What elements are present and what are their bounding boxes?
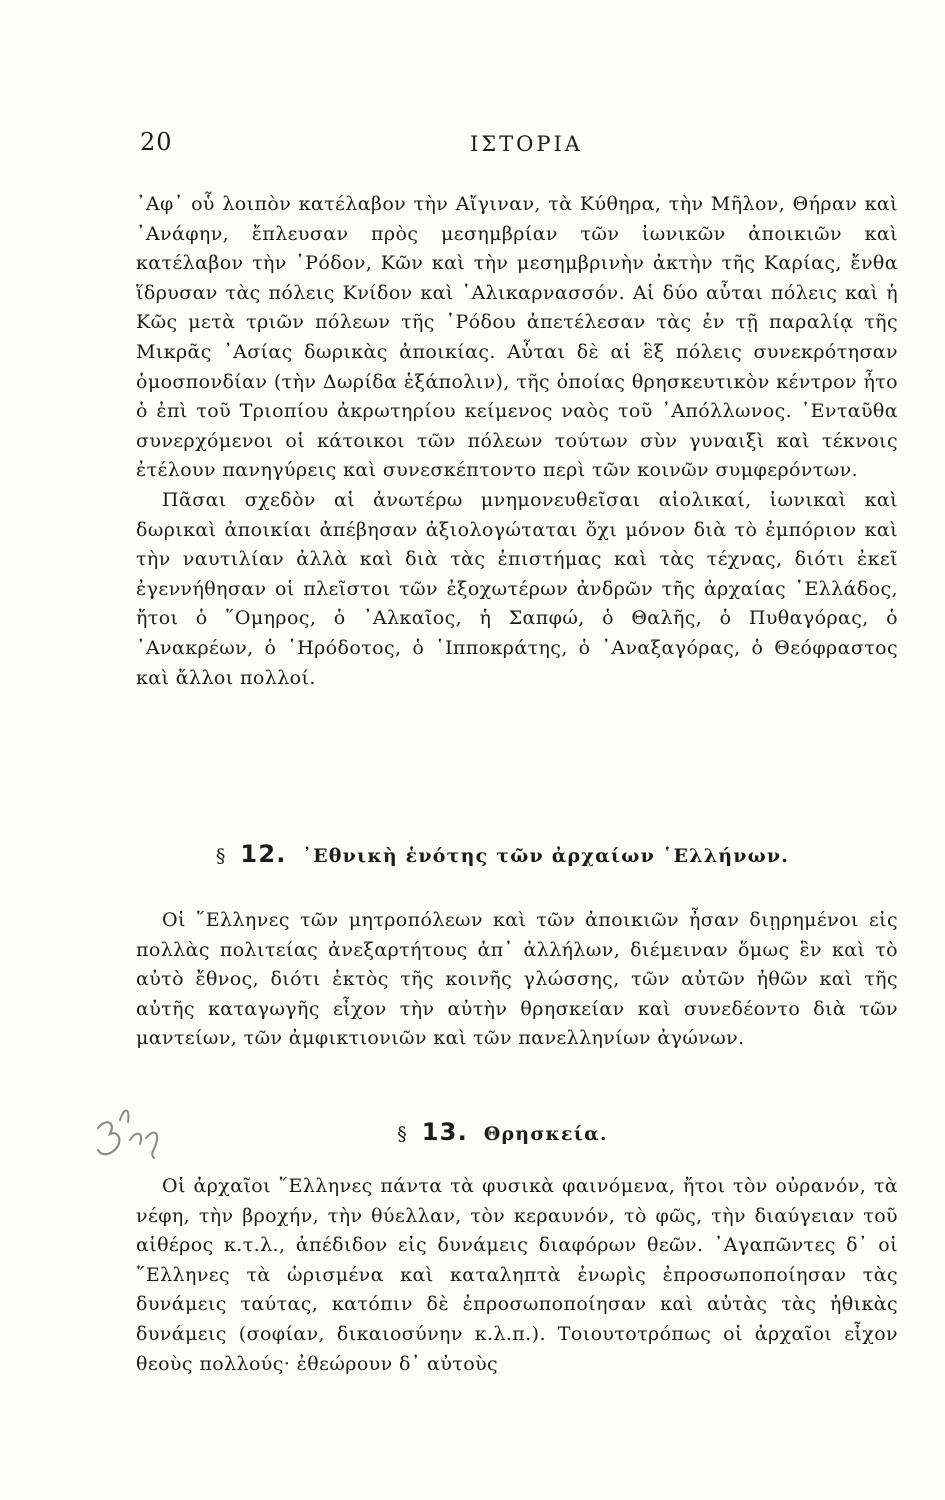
running-title: ΙΣΤΟΡΙΑ <box>470 132 583 156</box>
section-heading-13 <box>30 1118 945 1146</box>
section-sign: § <box>397 1123 408 1145</box>
paragraph-dorian-colonies: ᾽Αφ᾽ οὗ λοιπὸν κατέλαβον τὴν Αἴγιναν, τὰ Κύθηρα, τὴν Μῆλον, Θήραν καὶ ᾽Ανάφην, ἔπλευσαν πρὸς μεσημβρίαν τῶν ἰωνικῶν ἀποικιῶν καὶ κατέλαβον τὴν ῾Ρόδον, Κῶν καὶ τὴν μεσημβρινὴν ἀκτὴν τῆς Καρίας, ἔνθα ἵδρυσαν τὰς πόλεις Κνίδον καὶ ῾Αλικαρνασσόν. Αἱ δύο αὗται πόλεις καὶ ἡ Κῶς μετὰ τριῶν πόλεων τῆς ῾Ρόδου ἀπετέλεσαν τὰς ἐν τῇ παραλίᾳ τῆς Μικρᾶς ᾽Ασίας δωρικὰς ἀποικίας. Αὗται δὲ αἱ ἓξ πόλεις συνεκρότησαν ὁμοσπονδίαν (τὴν Δωρίδα ἑξάπολιν), τῆς ὁποίας θρησκευτικὸν κέντρον ἦτο ὁ ἐπὶ τοῦ Τριοπίου ἀκρωτηρίου κείμενος ναὸς τοῦ ᾽Απόλλωνος. ᾽Ενταῦθα συνερχόμενοι οἱ κάτοικοι τῶν πόλεων τούτων σὺν γυναιξὶ καὶ τέκνοις ἐτέλουν πανηγύρεις καὶ συνεσκέπτοντο περὶ τῶν κοινῶν συμφερόντων. <box>136 193 898 482</box>
section-title: Θρησκεία. <box>483 1123 608 1145</box>
section-number: 12. <box>240 840 287 868</box>
page-header <box>140 128 860 168</box>
paragraph-religion: Οἱ ἀρχαῖοι ῞Ελληνες πάντα τὰ φυσικὰ φαινόμενα, ἤτοι τὸν οὐρανόν, τὰ νέφη, τὴν βροχήν, τὴν θύελλαν, τὸν κεραυνόν, τὸ φῶς, τὴν διαύγειαν τοῦ αἰθέρος κ.τ.λ., ἀπέδιδον εἰς δυνάμεις διαφόρων θεῶν. ᾽Αγαπῶντες δ᾽ οἱ ῞Ελληνες τὰ ὡρισμένα καὶ καταληπτὰ ἐνωρὶς ἐπροσωποποίησαν τὰς δυνάμεις ταύτας, κατόπιν δὲ ἐπροσωποποίησαν καὶ αὐτὰς τὰς ἠθικὰς δυνάμεις (σοφίαν, δικαιοσύνην κ.λ.π.). Τοιουτοτρόπως οἱ ἀρχαῖοι εἶχον θεοὺς πολλούς· ἐθεώρουν δ᾽ αὐτοὺς <box>136 1175 898 1375</box>
page-number: 20 <box>140 128 173 156</box>
paragraph-national-unity: Οἱ ῞Ελληνες τῶν μητροπόλεων καὶ τῶν ἀποικιῶν ἦσαν διῃρημένοι εἰς πολλὰς πολιτείας ἀνεξαρτήτους ἀπ᾽ ἀλλήλων, διέμειναν ὅμως ἓν καὶ τὸ αὐτὸ ἔθνος, διότι ἐκτὸς τῆς κοινῆς γλώσσης, τῶν αὐτῶν ἠθῶν καὶ τῆς αὐτῆς καταγωγῆς εἶχον τὴν αὐτὴν θρησκείαν καὶ συνεδέοντο διὰ τῶν μαντείων, τῶν ἀμφικτιονιῶν καὶ τῶν πανελληνίων ἀγώνων. <box>136 909 898 1050</box>
section-sign: § <box>215 845 227 867</box>
text-block-top <box>136 190 898 693</box>
text-block-section-12 <box>136 906 898 1054</box>
section-number: 13. <box>421 1118 468 1146</box>
paragraph-notable-colonies: Πᾶσαι σχεδὸν αἱ ἀνωτέρω μνημονευθεῖσαι αἰολικαί, ἰωνικαὶ καὶ δωρικαὶ ἀποικίαι ἀπέβησαν ἀξιολογώταται ὄχι μόνον διὰ τὸ ἐμπόριον καὶ τὴν ναυτιλίαν ἀλλὰ καὶ διὰ τὰς ἐπιστήμας καὶ τὰς τέχνας, διότι ἐκεῖ ἐγεννήθησαν οἱ πλεῖστοι τῶν ἐξοχωτέρων ἀνδρῶν τῆς ἀρχαίας ῾Ελλάδος, ἤτοι ὁ ῞Ομηρος, ὁ ᾽Αλκαῖος, ἡ Σαπφώ, ὁ Θαλῆς, ὁ Πυθαγόρας, ὁ ᾽Ανακρέων, ὁ ῾Ηρόδοτος, ὁ ῾Ιπποκράτης, ὁ ᾽Αναξαγόρας, ὁ Θεόφραστος καὶ ἄλλοι πολλοί. <box>136 488 898 689</box>
section-heading-12 <box>30 840 945 868</box>
section-title: ᾽Εθνικὴ ἑνότης τῶν ἀρχαίων ῾Ελλήνων. <box>302 845 790 867</box>
text-block-section-13 <box>136 1172 898 1379</box>
